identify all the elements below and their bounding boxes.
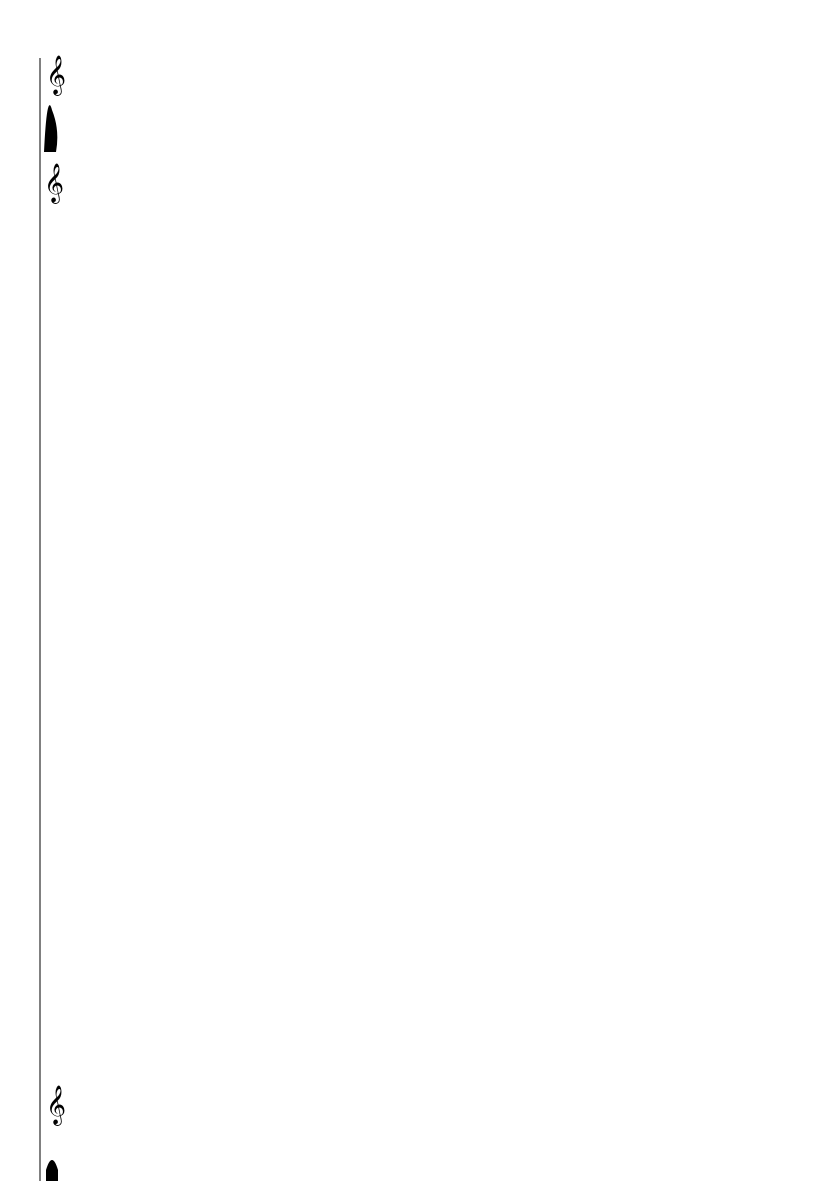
treble-clef-icon [46, 1085, 66, 1126]
svg-text:𝄞: 𝄞 [46, 55, 67, 95]
treble-clef-icon [44, 105, 57, 152]
svg-text:𝄞: 𝄞 [46, 1085, 67, 1125]
treble-clef-icon [46, 55, 66, 96]
treble-clef-icon [46, 1160, 58, 1181]
svg-text:𝄞: 𝄞 [44, 163, 65, 203]
treble-clef-icon [44, 163, 64, 204]
